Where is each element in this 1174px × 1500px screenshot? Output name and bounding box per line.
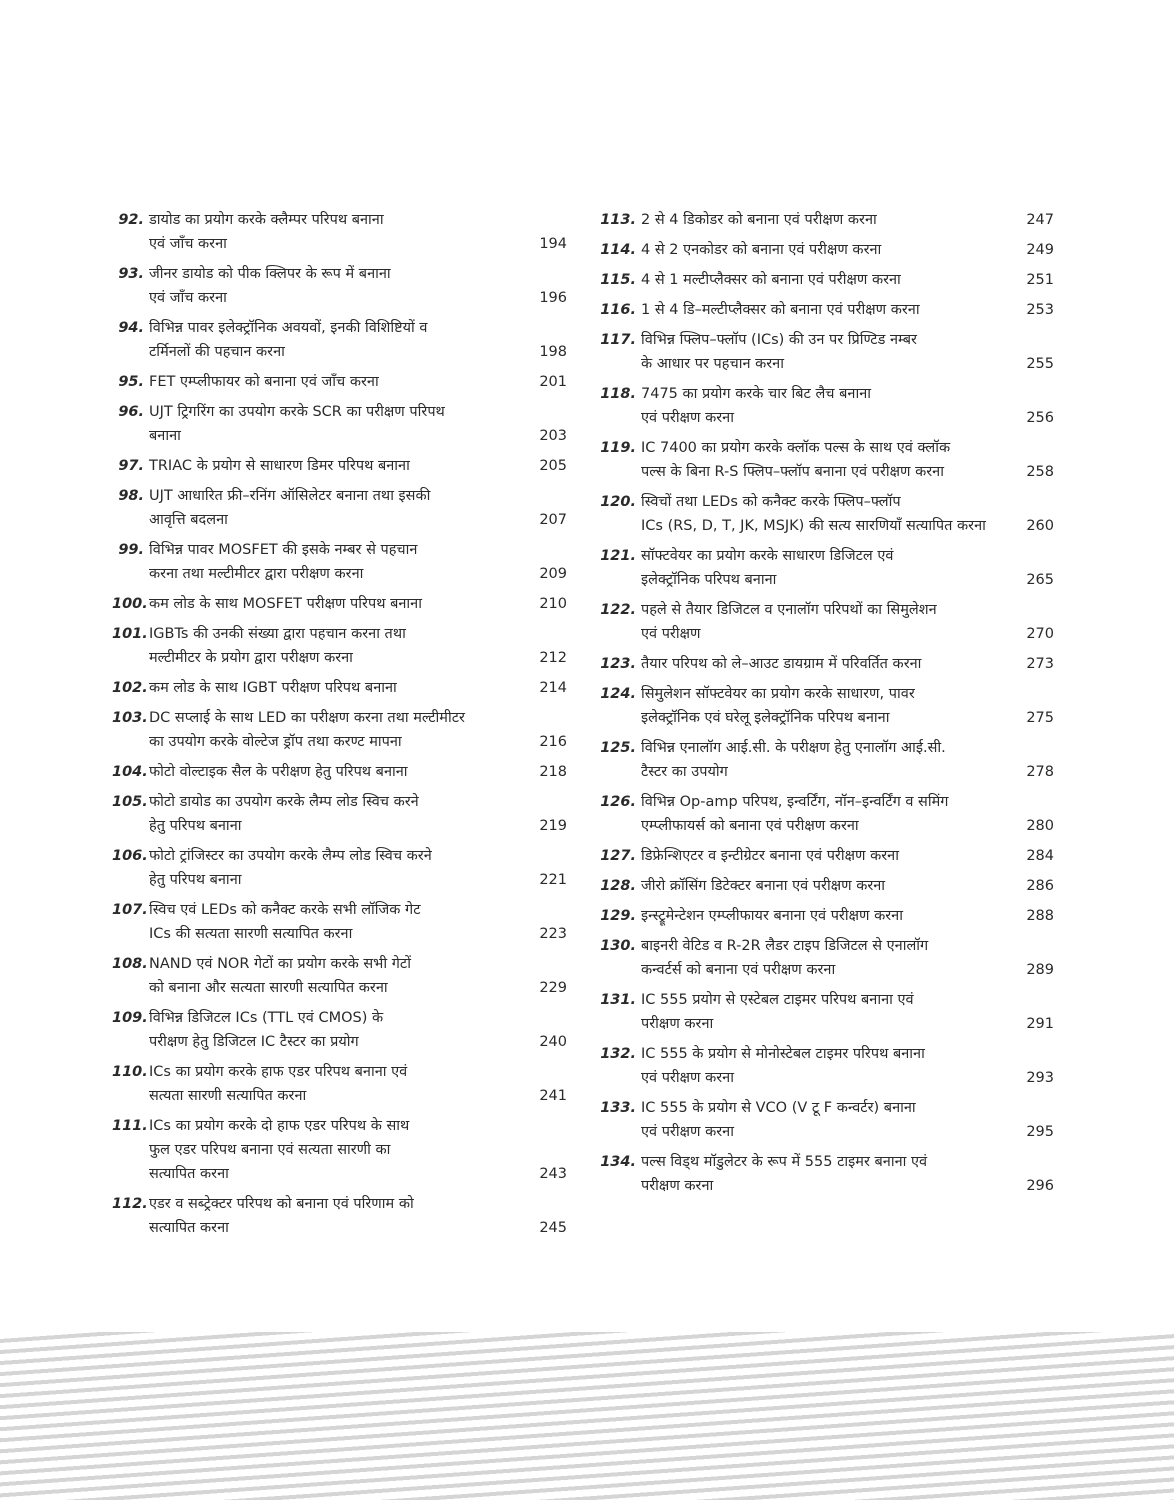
toc-entry-title: [641, 790, 1014, 838]
toc-entry: [598, 298, 1054, 322]
toc-entry-page-number: 295: [1026, 1124, 1054, 1140]
toc-entry-page-number: 205: [539, 458, 567, 474]
toc-entry-title-line: एवं परीक्षण करना: [641, 1070, 734, 1086]
toc-entry-page-number: 256: [1026, 410, 1054, 426]
toc-entry-title: [149, 1192, 527, 1240]
toc-entry-number: 109.: [112, 1010, 148, 1026]
toc-entry-title-line: टैस्टर का उपयोग: [641, 764, 728, 780]
toc-entry: [112, 706, 567, 754]
toc-entry: [112, 400, 567, 448]
toc-entry-title-line: डिफ्रेन्शिएटर व इन्टीग्रेटर बनाना एवं परीक्षण करना: [641, 848, 899, 864]
toc-entry-page-number: 209: [539, 566, 567, 582]
toc-entry-title-line: कम लोड के साथ MOSFET परीक्षण परिपथ बनाना: [149, 596, 422, 612]
toc-entry-page-number: 245: [539, 1220, 567, 1236]
toc-entry-title-line: एम्प्लीफायर्स को बनाना एवं परीक्षण करना: [641, 818, 859, 834]
toc-entry-title-line: फोटो डायोड का उपयोग करके लैम्प लोड स्विच करने: [149, 794, 419, 810]
toc-entry-number: 115.: [600, 272, 636, 288]
toc-entry-number: 117.: [600, 332, 636, 348]
toc-entry-title-line: विभिन्न फ्लिप–फ्लॉप (ICs) की उन पर प्रिण्टिड नम्बर: [641, 332, 917, 348]
toc-entry-page-number: 240: [539, 1034, 567, 1050]
toc-entry-title-line: एवं जाँच करना: [149, 290, 227, 306]
toc-entry-title-line: हेतु परिपथ बनाना: [149, 872, 242, 888]
toc-entry-title-line: एडर व सब्ट्रेक्टर परिपथ को बनाना एवं परिणाम को: [149, 1196, 414, 1212]
toc-entry-title-line: जीनर डायोड को पीक क्लिपर के रूप में बनाना: [149, 266, 391, 282]
toc-entry-number: 95.: [118, 374, 144, 390]
toc-entry-title: [641, 328, 1014, 376]
toc-entry-page-number: 247: [1026, 212, 1054, 228]
toc-entry-title: [641, 934, 1014, 982]
toc-entry-number: 131.: [600, 992, 636, 1008]
toc-entry: [598, 1150, 1054, 1198]
toc-entry-page-number: 258: [1026, 464, 1054, 480]
toc-entry-title-line: ICs का प्रयोग करके दो हाफ एडर परिपथ के साथ: [149, 1118, 410, 1134]
toc-entry-title-line: हेतु परिपथ बनाना: [149, 818, 242, 834]
toc-entry: [598, 934, 1054, 982]
toc-entry: [598, 988, 1054, 1036]
toc-entry-title-line: का उपयोग करके वोल्टेज ड्रॉप तथा करण्ट मापना: [149, 734, 402, 750]
toc-entry: [112, 1060, 567, 1108]
toc-entry-number: 98.: [118, 488, 144, 504]
toc-entry-page-number: 288: [1026, 908, 1054, 924]
toc-entry-title-line: कम लोड के साथ IGBT परीक्षण परिपथ बनाना: [149, 680, 397, 696]
toc-entry-page-number: 280: [1026, 818, 1054, 834]
decorative-stripes: [0, 1332, 1174, 1500]
toc-entry-title: [641, 874, 1014, 898]
toc-entry-page-number: 278: [1026, 764, 1054, 780]
toc-entry-page-number: 296: [1026, 1178, 1054, 1194]
toc-entry-page-number: 284: [1026, 848, 1054, 864]
toc-entry-title: [149, 1060, 527, 1108]
toc-entry-title-line: ICs (RS, D, T, JK, MSJK) की सत्य सारणियाँ सत्यापित करना: [641, 518, 986, 534]
toc-entry-page-number: 270: [1026, 626, 1054, 642]
toc-entry: [598, 844, 1054, 868]
toc-entry: [598, 328, 1054, 376]
toc-entry: [112, 952, 567, 1000]
toc-entry-title-line: जीरो क्रॉसिंग डिटेक्टर बनाना एवं परीक्षण करना: [641, 878, 886, 894]
toc-entry-number: 119.: [600, 440, 636, 456]
toc-entry-number: 104.: [112, 764, 148, 780]
toc-entry-title: [641, 652, 1014, 676]
toc-entry-number: 100.: [112, 596, 148, 612]
toc-entry-title: [641, 298, 1014, 322]
toc-entry: [598, 544, 1054, 592]
toc-entry: [112, 454, 567, 478]
toc-entry-page-number: 243: [539, 1166, 567, 1182]
toc-entry-number: 110.: [112, 1064, 148, 1080]
toc-entry-title: [149, 262, 527, 310]
toc-entry-title-line: 7475 का प्रयोग करके चार बिट लैच बनाना: [641, 386, 871, 402]
toc-entry-page-number: 223: [539, 926, 567, 942]
toc-entry-title-line: NAND एवं NOR गेटों का प्रयोग करके सभी गेटों: [149, 956, 411, 972]
toc-entry-number: 105.: [112, 794, 148, 810]
toc-entry-title: [641, 208, 1014, 232]
toc-right-column: [598, 208, 1054, 1204]
toc-entry-title: [641, 544, 1014, 592]
toc-entry-title: [149, 1006, 527, 1054]
toc-entry-title-line: TRIAC के प्रयोग से साधारण डिमर परिपथ बनाना: [149, 458, 410, 474]
toc-entry-title: [149, 676, 527, 700]
toc-entry-page-number: 214: [539, 680, 567, 696]
toc-entry-title: [149, 592, 527, 616]
toc-entry-title: [641, 1042, 1014, 1090]
toc-entry: [598, 736, 1054, 784]
toc-entry-title-line: परीक्षण करना: [641, 1178, 714, 1194]
toc-entry-title: [641, 736, 1014, 784]
toc-entry: [112, 484, 567, 532]
toc-entry-title-line: सत्यता सारणी सत्यापित करना: [149, 1088, 307, 1104]
toc-entry: [112, 760, 567, 784]
toc-entry-title-line: FET एम्प्लीफायर को बनाना एवं जाँच करना: [149, 374, 379, 390]
toc-entry-page-number: 265: [1026, 572, 1054, 588]
toc-entry-number: 125.: [600, 740, 636, 756]
toc-entry: [112, 1192, 567, 1240]
toc-entry-title-line: फुल एडर परिपथ बनाना एवं सत्यता सारणी का: [149, 1142, 391, 1158]
toc-entry-page-number: 275: [1026, 710, 1054, 726]
toc-entry-title-line: DC सप्लाई के साथ LED का परीक्षण करना तथा मल्टीमीटर: [149, 710, 465, 726]
toc-entry-title-line: 1 से 4 डि–मल्टीप्लैक्सर को बनाना एवं परीक्षण करना: [641, 302, 920, 318]
toc-entry-title: [149, 844, 527, 892]
toc-entry-page-number: 289: [1026, 962, 1054, 978]
toc-entry-page-number: 253: [1026, 302, 1054, 318]
toc-entry-title-line: 4 से 2 एनकोडर को बनाना एवं परीक्षण करना: [641, 242, 882, 258]
toc-entry-page-number: 198: [539, 344, 567, 360]
toc-entry: [598, 1096, 1054, 1144]
toc-entry-title: [641, 436, 1014, 484]
toc-entry-title-line: IC 7400 का प्रयोग करके क्लॉक पल्स के साथ एवं क्लॉक: [641, 440, 951, 456]
toc-entry: [112, 262, 567, 310]
toc-entry-number: 118.: [600, 386, 636, 402]
toc-entry: [112, 316, 567, 364]
toc-entry-number: 128.: [600, 878, 636, 894]
toc-entry-page-number: 207: [539, 512, 567, 528]
toc-entry-page-number: 273: [1026, 656, 1054, 672]
toc-entry: [598, 598, 1054, 646]
toc-entry-page-number: 218: [539, 764, 567, 780]
toc-entry: [112, 1114, 567, 1186]
toc-entry-title-line: विभिन्न पावर MOSFET की इसके नम्बर से पहचान: [149, 542, 418, 558]
toc-entry-number: 111.: [112, 1118, 148, 1134]
toc-entry-page-number: 255: [1026, 356, 1054, 372]
toc-entry: [112, 676, 567, 700]
toc-entry-page-number: 201: [539, 374, 567, 390]
toc-entry-number: 101.: [112, 626, 148, 642]
toc-entry: [112, 370, 567, 394]
toc-entry-number: 129.: [600, 908, 636, 924]
toc-entry: [598, 490, 1054, 538]
toc-entry-page-number: 210: [539, 596, 567, 612]
toc-entry: [598, 268, 1054, 292]
toc-entry-title-line: विभिन्न Op-amp परिपथ, इन्वर्टिंग, नॉन–इन्वर्टिंग व समिंग: [641, 794, 949, 810]
toc-entry-title-line: इलेक्ट्रॉनिक परिपथ बनाना: [641, 572, 777, 588]
toc-entry-page-number: 291: [1026, 1016, 1054, 1032]
toc-entry: [598, 682, 1054, 730]
toc-entry-page-number: 249: [1026, 242, 1054, 258]
toc-entry-title-line: IC 555 प्रयोग से एस्टेबल टाइमर परिपथ बनाना एवं: [641, 992, 914, 1008]
toc-entry-title-line: विभिन्न पावर इलेक्ट्रॉनिक अवयवों, इनकी विशिष्टियों व: [149, 320, 428, 336]
toc-entry: [112, 622, 567, 670]
toc-entry-title: [149, 1114, 527, 1186]
toc-entry: [112, 592, 567, 616]
toc-entry-title-line: तैयार परिपथ को ले–आउट डायग्राम में परिवर्तित करना: [641, 656, 922, 672]
toc-entry-number: 108.: [112, 956, 148, 972]
toc-entry-page-number: 212: [539, 650, 567, 666]
toc-entry-title-line: बनाना: [149, 428, 181, 444]
toc-entry-title: [641, 382, 1014, 430]
toc-entry: [112, 208, 567, 256]
toc-entry-title: [149, 898, 527, 946]
toc-entry-title-line: UJT ट्रिगरिंग का उपयोग करके SCR का परीक्षण परिपथ: [149, 404, 445, 420]
toc-entry-title-line: फोटो वोल्टाइक सैल के परीक्षण हेतु परिपथ बनाना: [149, 764, 408, 780]
toc-entry-title-line: IGBTs की उनकी संख्या द्वारा पहचान करना तथा: [149, 626, 406, 642]
toc-entry: [598, 652, 1054, 676]
toc-entry-title: [149, 316, 527, 364]
toc-entry-title-line: स्विचों तथा LEDs को कनैक्ट करके फ्लिप–फ्लॉप: [641, 494, 901, 510]
toc-entry-number: 126.: [600, 794, 636, 810]
toc-entry-number: 123.: [600, 656, 636, 672]
toc-entry-title-line: कन्वर्टर्स को बनाना एवं परीक्षण करना: [641, 962, 836, 978]
toc-entry-number: 102.: [112, 680, 148, 696]
toc-entry-title: [149, 400, 527, 448]
toc-entry-title-line: परीक्षण हेतु डिजिटल IC टैस्टर का प्रयोग: [149, 1034, 359, 1050]
toc-entry: [598, 790, 1054, 838]
toc-entry-title: [149, 538, 527, 586]
toc-entry-title: [641, 1150, 1014, 1198]
toc-entry-number: 124.: [600, 686, 636, 702]
toc-entry-number: 130.: [600, 938, 636, 954]
toc-entry-title-line: इन्स्ट्रूमेन्टेशन एम्प्लीफायर बनाना एवं परीक्षण करना: [641, 908, 903, 924]
toc-entry: [598, 436, 1054, 484]
toc-entry: [112, 790, 567, 838]
toc-entry-number: 134.: [600, 1154, 636, 1170]
toc-entry-title-line: को बनाना और सत्यता सारणी सत्यापित करना: [149, 980, 388, 996]
toc-entry-number: 107.: [112, 902, 148, 918]
toc-entry-title-line: परीक्षण करना: [641, 1016, 714, 1032]
toc-entry-title: [641, 1096, 1014, 1144]
toc-entry-number: 94.: [118, 320, 144, 336]
toc-entry-title-line: डायोड का प्रयोग करके क्लैम्पर परिपथ बनाना: [149, 212, 384, 228]
toc-entry-number: 112.: [112, 1196, 148, 1212]
toc-entry-number: 122.: [600, 602, 636, 618]
toc-entry-title-line: विभिन्न डिजिटल ICs (TTL एवं CMOS) के: [149, 1010, 384, 1026]
toc-entry-title-line: 2 से 4 डिकोडर को बनाना एवं परीक्षण करना: [641, 212, 877, 228]
toc-entry-title: [641, 598, 1014, 646]
toc-entry-title-line: एवं जाँच करना: [149, 236, 227, 252]
toc-left-column: [112, 208, 567, 1246]
toc-entry-number: 121.: [600, 548, 636, 564]
toc-entry-page-number: 293: [1026, 1070, 1054, 1086]
toc-entry: [598, 382, 1054, 430]
toc-entry-number: 133.: [600, 1100, 636, 1116]
toc-entry-number: 96.: [118, 404, 144, 420]
toc-entry: [112, 1006, 567, 1054]
toc-entry: [112, 538, 567, 586]
toc-entry-title-line: स्विच एवं LEDs को कनैक्ट करके सभी लॉजिक गेट: [149, 902, 421, 918]
toc-entry-number: 113.: [600, 212, 636, 228]
toc-entry-number: 127.: [600, 848, 636, 864]
toc-entry-number: 114.: [600, 242, 636, 258]
toc-entry-title-line: करना तथा मल्टीमीटर द्वारा परीक्षण करना: [149, 566, 364, 582]
toc-entry-page-number: 194: [539, 236, 567, 252]
toc-entry-page-number: 260: [1026, 518, 1054, 534]
toc-entry-number: 99.: [118, 542, 144, 558]
toc-entry: [598, 238, 1054, 262]
toc-entry: [112, 844, 567, 892]
toc-entry-title-line: IC 555 के प्रयोग से VCO (V टू F कन्वर्टर) बनाना: [641, 1100, 916, 1116]
toc-entry-title-line: सिमुलेशन सॉफ्टवेयर का प्रयोग करके साधारण, पावर: [641, 686, 915, 702]
toc-entry-title: [641, 904, 1014, 928]
toc-entry-title-line: पल्स विड्थ मॉडुलेटर के रूप में 555 टाइमर बनाना एवं: [641, 1154, 928, 1170]
toc-entry-title-line: UJT आधारित फ्री–रनिंग ऑसिलेटर बनाना तथा इसकी: [149, 488, 431, 504]
toc-entry-page-number: 219: [539, 818, 567, 834]
toc-entry: [598, 1042, 1054, 1090]
toc-entry: [598, 904, 1054, 928]
toc-entry-title: [641, 988, 1014, 1036]
toc-entry: [598, 208, 1054, 232]
toc-entry-number: 93.: [118, 266, 144, 282]
toc-entry-title: [641, 682, 1014, 730]
toc-entry: [598, 874, 1054, 898]
toc-entry-number: 116.: [600, 302, 636, 318]
toc-entry-page-number: 221: [539, 872, 567, 888]
toc-entry-number: 103.: [112, 710, 148, 726]
toc-entry-number: 120.: [600, 494, 636, 510]
toc-entry-page-number: 216: [539, 734, 567, 750]
toc-entry-page-number: 229: [539, 980, 567, 996]
toc-entry-title-line: पल्स के बिना R-S फ्लिप–फ्लॉप बनाना एवं परीक्षण करना: [641, 464, 944, 480]
toc-entry: [112, 898, 567, 946]
toc-entry-title-line: टर्मिनलों की पहचान करना: [149, 344, 285, 360]
toc-entry-page-number: 196: [539, 290, 567, 306]
toc-entry-title-line: एवं परीक्षण करना: [641, 1124, 734, 1140]
toc-entry-title-line: इलेक्ट्रॉनिक एवं घरेलू इलेक्ट्रॉनिक परिपथ बनाना: [641, 710, 890, 726]
toc-entry-title-line: विभिन्न एनालॉग आई.सी. के परीक्षण हेतु एनालॉग आई.सी.: [641, 740, 946, 756]
toc-entry-title-line: सॉफ्टवेयर का प्रयोग करके साधारण डिजिटल एवं: [641, 548, 894, 564]
toc-entry-number: 97.: [118, 458, 144, 474]
toc-entry-title-line: पहले से तैयार डिजिटल व एनालॉग परिपथों का सिमुलेशन: [641, 602, 937, 618]
toc-entry-title: [149, 484, 527, 532]
toc-entry-title-line: सत्यापित करना: [149, 1220, 229, 1236]
toc-entry-title: [149, 370, 527, 394]
toc-entry-title: [641, 844, 1014, 868]
toc-entry-title: [149, 952, 527, 1000]
toc-entry-title-line: आवृत्ति बदलना: [149, 512, 228, 528]
toc-entry-title-line: एवं परीक्षण: [641, 626, 701, 642]
toc-entry-page-number: 241: [539, 1088, 567, 1104]
toc-entry-title-line: के आधार पर पहचान करना: [641, 356, 784, 372]
toc-entry-title-line: ICs की सत्यता सारणी सत्यापित करना: [149, 926, 353, 942]
toc-entry-title-line: बाइनरी वेटिड व R-2R लैडर टाइप डिजिटल से एनालॉग: [641, 938, 929, 954]
toc-entry-title: [149, 760, 527, 784]
toc-entry-title-line: एवं परीक्षण करना: [641, 410, 734, 426]
toc-entry-title-line: सत्यापित करना: [149, 1166, 229, 1182]
toc-entry-title: [149, 208, 527, 256]
toc-entry-title: [149, 622, 527, 670]
toc-entry-title-line: IC 555 के प्रयोग से मोनोस्टेबल टाइमर परिपथ बनाना: [641, 1046, 925, 1062]
toc-entry-title-line: मल्टीमीटर के प्रयोग द्वारा परीक्षण करना: [149, 650, 353, 666]
toc-entry-title-line: ICs का प्रयोग करके हाफ एडर परिपथ बनाना एवं: [149, 1064, 408, 1080]
toc-entry-title: [641, 490, 1014, 538]
toc-entry-title-line: 4 से 1 मल्टीप्लैक्सर को बनाना एवं परीक्षण करना: [641, 272, 901, 288]
toc-entry-number: 92.: [118, 212, 144, 228]
toc-entry-title: [641, 268, 1014, 292]
toc-entry-title-line: फोटो ट्रांजिस्टर का उपयोग करके लैम्प लोड स्विच करने: [149, 848, 432, 864]
toc-entry-title: [149, 790, 527, 838]
toc-entry-title: [149, 706, 527, 754]
toc-entry-page-number: 203: [539, 428, 567, 444]
toc-entry-page-number: 286: [1026, 878, 1054, 894]
toc-entry-title: [149, 454, 527, 478]
toc-entry-title: [641, 238, 1014, 262]
toc-entry-page-number: 251: [1026, 272, 1054, 288]
toc-entry-number: 106.: [112, 848, 148, 864]
toc-entry-number: 132.: [600, 1046, 636, 1062]
